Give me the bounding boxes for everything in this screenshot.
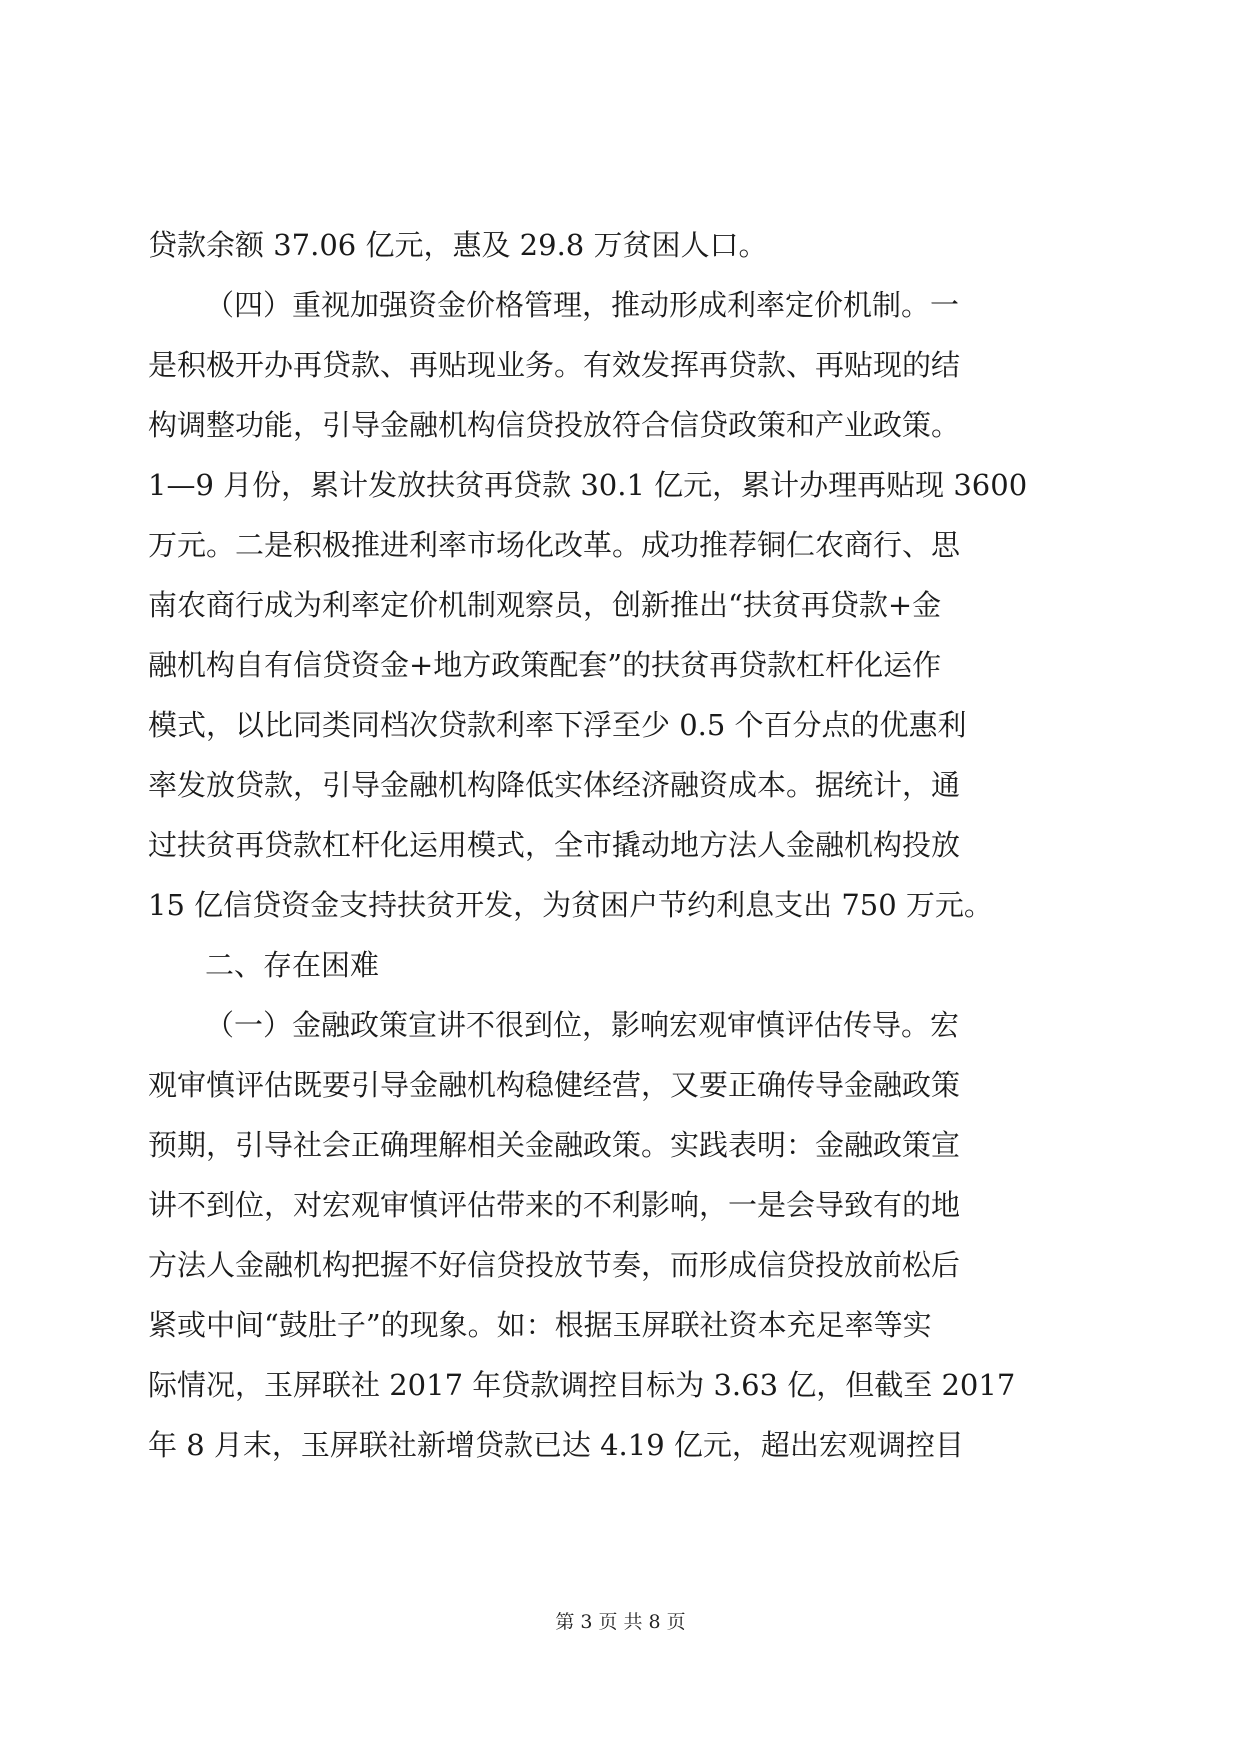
page-number-footer: 第 3 页 共 8 页	[555, 1611, 686, 1633]
text-line: 紧或中间“鼓肚子”的现象。如：根据玉屏联社资本充足率等实	[148, 1308, 932, 1342]
text-line: 是积极开办再贷款、再贴现业务。有效发挥再贷款、再贴现的结	[148, 348, 961, 382]
text-line: 万元。二是积极推进利率市场化改革。成功推荐铜仁农商行、思	[148, 528, 961, 562]
text-line: 观审慎评估既要引导金融机构稳健经营，又要正确传导金融政策	[148, 1068, 961, 1102]
text-line: 过扶贫再贷款杠杆化运用模式，全市撬动地方法人金融机构投放	[148, 828, 961, 862]
text-line: 南农商行成为利率定价机制观察员，创新推出“扶贫再贷款+金	[148, 588, 942, 622]
text-line: （四）重视加强资金价格管理，推动形成利率定价机制。一	[205, 288, 960, 322]
text-line: 年 8 月末，玉屏联社新增贷款已达 4.19 亿元，超出宏观调控目	[148, 1428, 964, 1462]
text-line: 15 亿信贷资金支持扶贫开发，为贫困户节约利息支出 750 万元。	[148, 888, 993, 922]
text-line: 构调整功能，引导金融机构信贷投放符合信贷政策和产业政策。	[148, 408, 961, 442]
text-line: 方法人金融机构把握不好信贷投放节奏，而形成信贷投放前松后	[148, 1248, 961, 1282]
text-line: 际情况，玉屏联社 2017 年贷款调控目标为 3.63 亿，但截至 2017	[148, 1368, 1016, 1402]
text-line: 融机构自有信贷资金+地方政策配套”的扶贫再贷款杠杆化运作	[148, 648, 942, 682]
text-line: 预期，引导社会正确理解相关金融政策。实践表明：金融政策宣	[148, 1128, 961, 1162]
section-heading: 二、存在困难	[205, 948, 380, 982]
text-line: 率发放贷款，引导金融机构降低实体经济融资成本。据统计，通	[148, 768, 961, 802]
text-line: 讲不到位，对宏观审慎评估带来的不利影响，一是会导致有的地	[148, 1188, 961, 1222]
text-line: 1—9 月份，累计发放扶贫再贷款 30.1 亿元，累计办理再贴现 3600	[148, 468, 1028, 502]
text-line: 贷款余额 37.06 亿元，惠及 29.8 万贫困人口。	[148, 228, 768, 262]
text-line: 模式，以比同类同档次贷款利率下浮至少 0.5 个百分点的优惠利	[148, 708, 967, 742]
text-line: （一）金融政策宣讲不很到位，影响宏观审慎评估传导。宏	[205, 1008, 960, 1042]
